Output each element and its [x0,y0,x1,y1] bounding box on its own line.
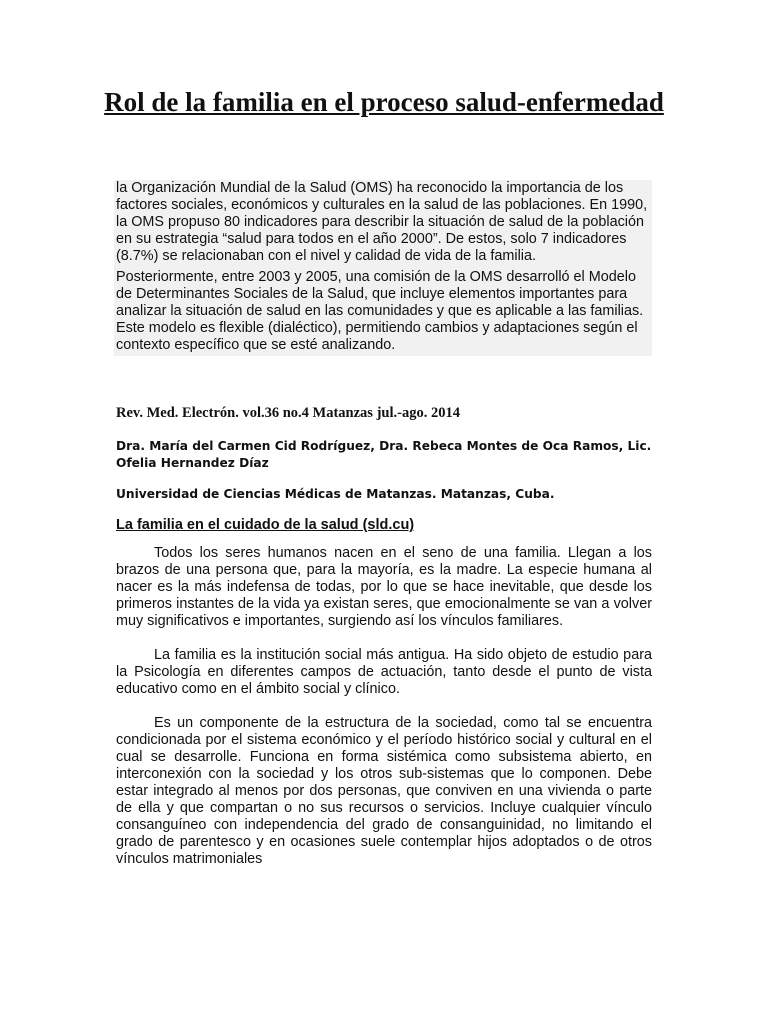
intro-paragraph-1: la Organización Mundial de la Salud (OMS) ha reconocido la importancia de los factores sociales, económicos y culturales en la salud de las poblaciones. En 1990, la OMS propuso 80 indicadores para describir la situación de salud de la población en su estrategia “salud para todos en el año 2000”. De estos, solo 7 indicadores (8.7%) se relacionaban con el nivel y calidad de vida de la familia. [116,180,648,264]
journal-reference: Rev. Med. Electrón. vol.36 no.4 Matanzas jul.-ago. 2014 [116,405,460,421]
body-text [116,545,652,885]
body-paragraph-3: Es un componente de la estructura de la sociedad, como tal se encuentra condicionada por el sistema económico y el período histórico social y cultural en el cual se desarrolle. Funciona en forma sistémica como subsistema abierto, en interconexión con la sociedad y los otros sub-sistemas que lo componen. Debe estar integrado al menos por dos personas, que conviven en una vivienda o parte de ella y que compartan o no sus recursos o servicios. Incluye cualquier vínculo consanguíneo con independencia del grado de consanguinidad, no limitando el grado de parentesco y en ocasiones suele contemplar hijos adoptados o de otros vínculos matrimoniales [116,715,652,867]
intro-paragraph-2: Posteriormente, entre 2003 y 2005, una comisión de la OMS desarrolló el Modelo de Determinantes Sociales de la Salud, que incluye elementos importantes para analizar la situación de salud en las comunidades y que es aplicable a las familias. Este modelo es flexible (dialéctico), permitiendo cambios y adaptaciones según el contexto específico que se esté analizando. [116,269,644,353]
authors: Dra. María del Carmen Cid Rodríguez, Dra. Rebeca Montes de Oca Ramos, Lic. Ofelia Hernandez Díaz [116,439,652,470]
body-paragraph-1: Todos los seres humanos nacen en el seno de una familia. Llegan a los brazos de una persona que, para la mayoría, es la madre. La especie humana al nacer es la más indefensa de todas, por lo que se hace inevitable, que desde los primeros instantes de la vida ya existan seres, que emocionalmente se van a volver muy significativos e importantes, surgiendo así los vínculos familiares. [116,545,652,629]
section-title: La familia en el cuidado de la salud (sld.cu) [116,517,415,533]
body-paragraph-2: La familia es la institución social más antigua. Ha sido objeto de estudio para la Psicología en diferentes campos de actuación, tanto desde el punto de vista educativo como en el ámbito social y clínico. [116,647,652,697]
affiliation: Universidad de Ciencias Médicas de Matanzas. Matanzas, Cuba. [116,487,555,501]
document-title: Rol de la familia en el proceso salud-enfermedad [104,87,664,117]
intro-block [114,180,652,356]
